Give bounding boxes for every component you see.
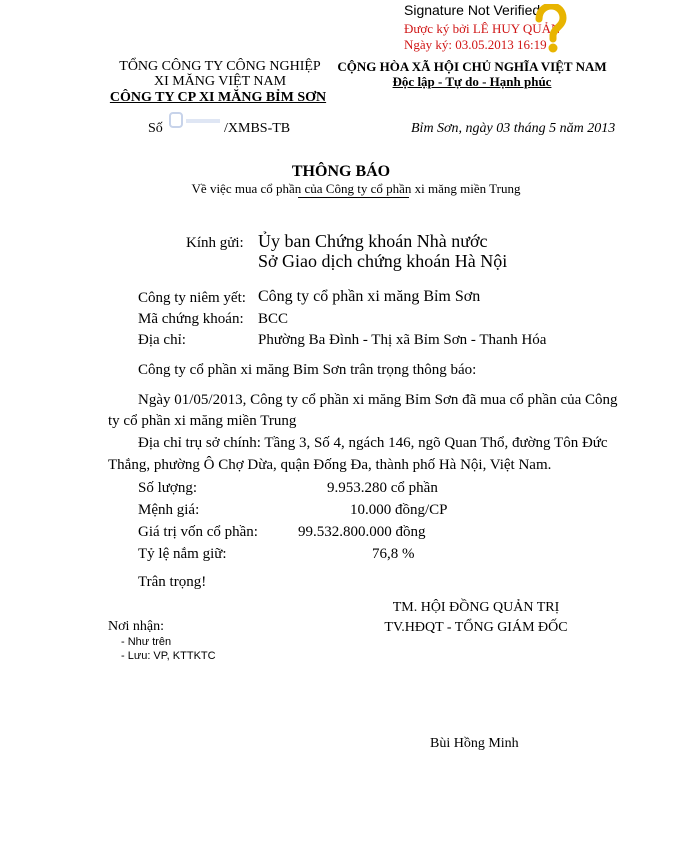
signer-name: Bùi Hồng Minh	[430, 736, 519, 751]
place-date: Bỉm Sơn, ngày 03 tháng 5 năm 2013	[411, 121, 616, 136]
paragraph-1-line-2: ty cổ phần xi măng miền Trung	[108, 413, 297, 429]
signature-signed-by: Được ký bởi LÊ HUY QUẢN	[404, 21, 561, 36]
capital-label: Giá trị vốn cổ phần:	[138, 524, 258, 540]
listed-company-label: Công ty niêm yết:	[138, 290, 246, 306]
signature-status: Signature Not Verified	[404, 2, 541, 18]
doc-number-prefix: Số	[148, 121, 163, 136]
recipients-label: Kính gửi:	[186, 235, 244, 251]
par-value-label: Mệnh giá:	[138, 502, 200, 518]
director-title: TV.HĐQT - TỔNG GIÁM ĐỐC	[384, 620, 568, 635]
recipient-ssc: Ủy ban Chứng khoán Nhà nước	[258, 231, 488, 251]
board-title: TM. HỘI ĐỒNG QUẢN TRỊ	[392, 600, 560, 615]
recipient-hnx: Sở Giao dịch chứng khoán Hà Nội	[258, 251, 508, 271]
ownership-ratio-value: 76,8 %	[372, 546, 415, 562]
ownership-ratio-label: Tỷ lệ nắm giữ:	[138, 546, 227, 562]
listed-company-value: Công ty cổ phần xi măng Bỉm Sơn	[258, 288, 481, 305]
doc-number-suffix: /XMBS-TB	[224, 121, 291, 136]
national-title: CỘNG HÒA XÃ HỘI CHỦ NGHĨA VIỆT NAM	[337, 59, 607, 74]
closing-text: Trân trọng!	[138, 574, 207, 590]
intro-text: Công ty cổ phần xi măng Bỉm Sơn trân trọng thông báo:	[138, 362, 477, 378]
subject-underline	[298, 197, 409, 198]
distribution-item-1: - Như trên	[121, 636, 172, 648]
document-subject: Về việc mua cổ phần của Công ty cổ phần xi măng miền Trung	[191, 181, 521, 196]
par-value-value: 10.000 đồng/CP	[350, 502, 448, 518]
document-title: THÔNG BÁO	[291, 163, 391, 180]
company-name: CÔNG TY CP XI MĂNG BỈM SƠN	[109, 90, 327, 105]
parent-company-line1: TỔNG CÔNG TY CÔNG NGHIỆP	[119, 59, 321, 74]
national-motto: Độc lập - Tự do - Hạnh phúc	[392, 74, 552, 89]
ticker-label: Mã chứng khoán:	[138, 311, 244, 327]
paragraph-1-line-1: Ngày 01/05/2013, Công ty cổ phần xi măng Bỉm Sơn đã mua cổ phần của Công	[138, 392, 618, 408]
paragraph-2-line-2: Thắng, phường Ô Chợ Dừa, quận Đống Đa, thành phố Hà Nội, Việt Nam.	[108, 457, 552, 473]
distribution-label: Nơi nhận:	[108, 619, 165, 634]
parent-company-line2: XI MĂNG VIỆT NAM	[153, 74, 287, 89]
address-value: Phường Ba Đình - Thị xã Bỉm Sơn - Thanh Hóa	[258, 332, 547, 348]
quantity-label: Số lượng:	[138, 480, 197, 496]
address-label: Địa chỉ:	[138, 332, 186, 348]
paragraph-2-line-1: Địa chỉ trụ sở chính: Tầng 3, Số 4, ngách 146, ngõ Quan Thổ, đường Tôn Đức	[138, 435, 608, 451]
ticker-value: BCC	[258, 311, 289, 327]
distribution-item-2: - Lưu: VP, KTTKTC	[121, 650, 216, 662]
watermark-logo-icon	[168, 110, 224, 132]
question-mark-icon	[532, 4, 568, 54]
capital-value: 99.532.800.000 đồng	[298, 524, 426, 540]
quantity-value: 9.953.280 cổ phần	[327, 480, 438, 496]
signature-date: Ngày ký: 03.05.2013 16:19	[404, 37, 547, 52]
